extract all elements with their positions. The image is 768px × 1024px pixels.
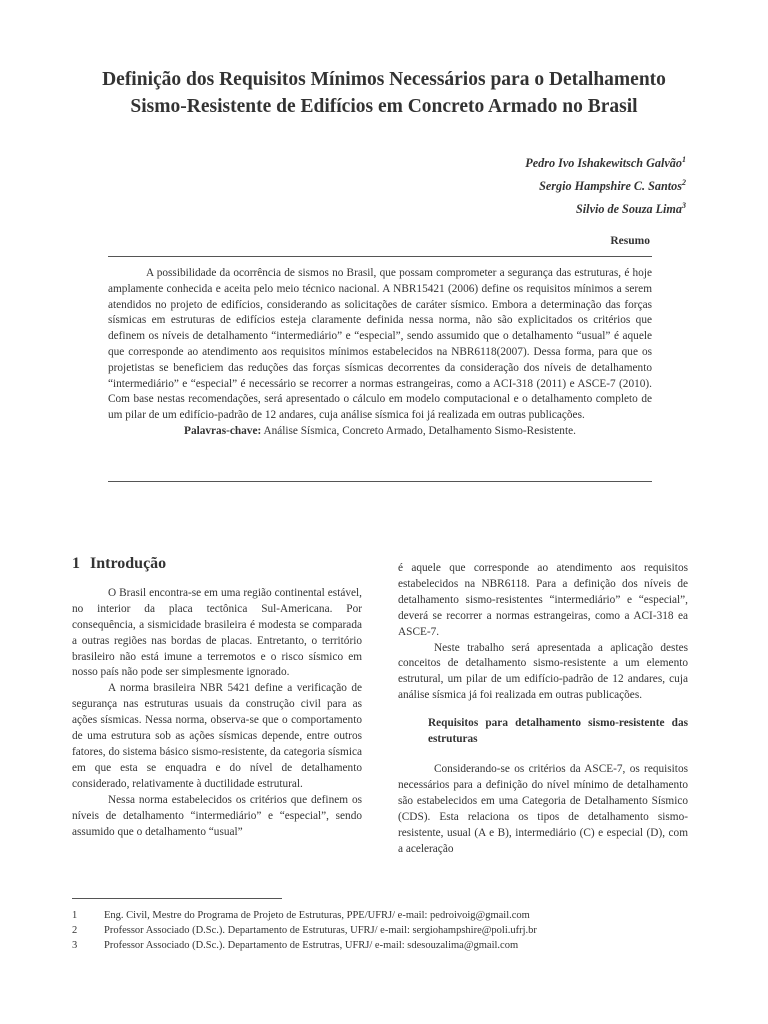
keywords-label: Palavras-chave: (184, 424, 262, 437)
author: Sergio Hampshire C. Santos$^2$ (539, 178, 686, 194)
paragraph: é aquele que corresponde ao atendimento aos requisitos estabelecidos na NBR6118. Para a definição dos níveis de detalhamento sismo-resistentes “intermediário” e “especial”, deverá se recorrer a normas estrangeiras, como a ACI-318 ea ASCE-7. (398, 562, 688, 638)
title-line-2: Sismo-Resistente de Edifícios em Concreto Armado no Brasil (130, 96, 638, 117)
footnote-divider (72, 898, 282, 899)
abstract-text: A possibilidade da ocorrência de sismos no Brasil, que possam comprometer a segurança das estruturas, é hoje amplamente conhecida e aceita pelo meio técnico nacional. A NBR15421 (2006) define os requisitos mínimos a serem atendidos no projeto de edifícios, considerando as solicitações de caráter sísmico. Embora a determinação das forças sísmicas em estruturas de edifícios esteja claramente definida nessa norma, não são explicitados os critérios que definem os níveis de detalhamento “intermediário” e “especial”, sendo assumido que o detalhamento “usual” é aquele que corresponde ao atendimento aos requisitos mínimos estabelecidos na NBR6118(2007). Dessa forma, para que os projetistas se beneficiem das reduções das forças sísmicas decorrentes da consideração dos níveis de detalhamento “intermediário” e “especial” é necessário se recorrer a normas estrangeiras, como a ACI-318 (2011) e ASCE-7 (2010). Com base nestas recomendações, será apresentado o cálculo em modelo computacional e o detalhamento completo de um pilar de um edifício-padrão de 12 andares, cuja análise sísmica foi já realizada em outras publicações. (108, 267, 652, 422)
author-mark: 1 (682, 155, 686, 164)
paper-title (40, 66, 728, 120)
footnote-number: 2 (72, 925, 78, 936)
footnote-text: Professor Associado (D.Sc.). Departamento de Estrutras, UFRJ/ e-mail: sdesouzalima@gmail.com (104, 940, 519, 951)
abstract-heading: Resumo (610, 235, 650, 247)
abstract (108, 266, 652, 440)
author-mark: 3 (682, 201, 686, 211)
footnote-number: 1 (72, 910, 78, 921)
paragraph: Neste trabalho será apresentada a aplicação destes conceitos de detalhamento sismo-resistente a um elemento estrutural, um pilar de um edifício-padrão de 12 andares, cuja análise sísmica já foi realizada em outras publicações. (398, 641, 688, 702)
footnote (72, 908, 537, 923)
section-heading (72, 556, 362, 572)
keywords-text: Análise Sísmica, Concreto Armado, Detalhamento Sismo-Resistente. (263, 424, 576, 437)
author-list (525, 150, 686, 219)
footnote-text: Professor Associado (D.Sc.). Departamento de Estruturas, UFRJ/ e-mail: sergiohampshire@poli.ufrj.br (104, 925, 537, 936)
title-line-1: Definição dos Requisitos Mínimos Necessários para o Detalhamento (102, 69, 666, 90)
paragraph: O Brasil encontra-se em uma região continental estável, no interior da placa tectônica Sul-Americana. Por consequência, a sismicidade brasileira é modesta se comparada a outras regiões nas bordas de placas. Entretanto, o território brasileiro não está imune a terremotos e o risco sísmico em nosso país não pode ser simplesmente ignorado. (72, 586, 362, 679)
section-number: 1 (72, 555, 80, 572)
keywords (108, 424, 652, 440)
subsection-heading: Requisitos para detalhamento sismo-resistente das estruturas (428, 717, 688, 746)
footnote-number: 3 (72, 940, 78, 951)
paragraph: Nessa norma estabelecidos os critérios que definem os níveis de detalhamento “intermediário” e “especial”, sendo assumido que o detalhamento “usual” (72, 793, 362, 838)
footnote-text: Eng. Civil, Mestre do Programa de Projeto de Estruturas, PPE/UFRJ/ e-mail: pedroivoig@gmail.com (104, 910, 530, 921)
footnotes (72, 908, 537, 953)
author: Silvio de Souza Lima$^3$ (576, 201, 686, 217)
right-column (398, 561, 688, 857)
paragraph: A norma brasileira NBR 5421 define a verificação de segurança nas estruturas usuais da construção civil para as ações sísmicas. Nessa norma, observa-se que o comportamento de uma estrutura sob as ações sísmicas depende, entre outros fatores, do sistema básico sismo-resistente, da categoria sísmica em que esta se enquadra e do nível de detalhamento considerado, relativamente à ductilidade estrutural. (72, 682, 362, 790)
author-mark: 2 (682, 178, 686, 188)
paragraph: Considerando-se os critérios da ASCE-7, os requisitos necessários para a definição do nível mínimo de detalhamento são estabelecidos em uma Categoria de Detalhamento Sísmico (CDS). Esta relaciona os tipos de detalhamento sismo-resistente, usual (A e B), intermediário (C) e especial (D), com a aceleração (398, 762, 688, 855)
left-column (72, 556, 362, 840)
footnote (72, 938, 537, 953)
footnote (72, 923, 537, 938)
section-title: Introdução (90, 555, 167, 572)
author: Pedro Ivo Ishakewitsch Galvão$^1$ (525, 155, 686, 171)
